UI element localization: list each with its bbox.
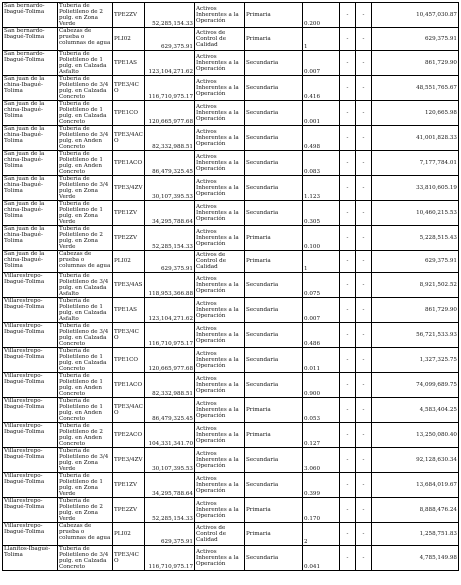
code-cell: TPE3/4ZV bbox=[113, 175, 145, 200]
location-cell: San juan de la china-Ibagué-Tolima bbox=[3, 250, 58, 273]
dash-cell: - bbox=[356, 200, 372, 225]
dash-cell: - bbox=[340, 323, 356, 348]
location-cell: Villarestrepo-Ibagué-Tolima bbox=[3, 498, 58, 523]
description-cell: Tubería de Polietileno de 3/4 pulg. en Calzada Concreto bbox=[58, 545, 113, 570]
activity-cell: Activos Inherentes a la Operación bbox=[195, 200, 245, 225]
document-page bbox=[2, 2, 458, 571]
table-row bbox=[3, 100, 459, 125]
table-row bbox=[3, 373, 459, 398]
quantity-cell: 0.170 bbox=[303, 498, 340, 523]
type-cell: Secundaria bbox=[245, 273, 303, 298]
total-cell: 4,785,149.98 bbox=[372, 545, 459, 570]
unit-price-cell: 118,953,366.88 bbox=[145, 273, 195, 298]
total-cell: 7,177,784.01 bbox=[372, 150, 459, 175]
type-cell: Secundaria bbox=[245, 373, 303, 398]
code-cell: TPE3/4CO bbox=[113, 323, 145, 348]
total-cell: 92,128,630.34 bbox=[372, 448, 459, 473]
dash-cell: - bbox=[356, 125, 372, 150]
total-cell: 13,684,019.67 bbox=[372, 473, 459, 498]
quantity-cell: 0.041 bbox=[303, 545, 340, 570]
table-row bbox=[3, 473, 459, 498]
table-row bbox=[3, 298, 459, 323]
dash-cell: - bbox=[356, 348, 372, 373]
dash-cell: - bbox=[340, 125, 356, 150]
location-cell: Villarestrepo-Ibagué-Tolima bbox=[3, 273, 58, 298]
code-cell: TPE1ACO bbox=[113, 373, 145, 398]
dash-cell: - bbox=[340, 398, 356, 423]
dash-cell: - bbox=[340, 50, 356, 75]
unit-price-cell: 86,479,325.45 bbox=[145, 398, 195, 423]
quantity-cell: 1 bbox=[303, 250, 340, 273]
type-cell: Secundaria bbox=[245, 348, 303, 373]
dash-cell: - bbox=[356, 448, 372, 473]
dash-cell: - bbox=[356, 323, 372, 348]
activity-cell: Activos Inherentes a la Operación bbox=[195, 298, 245, 323]
total-cell: 8,888,476.24 bbox=[372, 498, 459, 523]
quantity-cell: 3.060 bbox=[303, 448, 340, 473]
activity-cell: Activos Inherentes a la Operación bbox=[195, 75, 245, 100]
unit-price-cell: 82,332,988.51 bbox=[145, 373, 195, 398]
activity-cell: Activos Inherentes a la Operación bbox=[195, 423, 245, 448]
quantity-cell: 0.399 bbox=[303, 473, 340, 498]
code-cell: TPE3/4CO bbox=[113, 545, 145, 570]
activity-cell: Activos Inherentes a la Operación bbox=[195, 125, 245, 150]
table-row bbox=[3, 423, 459, 448]
type-cell: Primaria bbox=[245, 3, 303, 28]
dash-cell: - bbox=[356, 28, 372, 51]
code-cell: TPE1AS bbox=[113, 50, 145, 75]
dash-cell: - bbox=[340, 373, 356, 398]
description-cell: Tubería de Polietileno de 2 pulg. en Zona Verde bbox=[58, 225, 113, 250]
activity-cell: Activos Inherentes a la Operación bbox=[195, 273, 245, 298]
total-cell: 10,460,215.53 bbox=[372, 200, 459, 225]
code-cell: TPE2ZV bbox=[113, 3, 145, 28]
type-cell: Secundaria bbox=[245, 545, 303, 570]
description-cell: Tubería de Polietileno de 3/4 pulg. en Calzada Concreto bbox=[58, 323, 113, 348]
code-cell: TPE3/4ACO bbox=[113, 398, 145, 423]
dash-cell: - bbox=[356, 150, 372, 175]
unit-price-cell: 116,710,975.17 bbox=[145, 545, 195, 570]
unit-price-cell: 116,710,975.17 bbox=[145, 75, 195, 100]
unit-price-cell: 120,665,977.68 bbox=[145, 100, 195, 125]
activity-cell: Activos Inherentes a la Operación bbox=[195, 3, 245, 28]
quantity-cell: 1.123 bbox=[303, 175, 340, 200]
description-cell: Tubería de Polietileno de 2 pulg. en Anden Concreto bbox=[58, 423, 113, 448]
unit-price-cell: 629,375.91 bbox=[145, 28, 195, 51]
dash-cell: - bbox=[340, 250, 356, 273]
description-cell: Tubería de Polietileno de 3/4 pulg. en Zona Verde bbox=[58, 175, 113, 200]
code-cell: TPE1CO bbox=[113, 100, 145, 125]
code-cell: TPE3/4ACO bbox=[113, 125, 145, 150]
unit-price-cell: 629,375.91 bbox=[145, 523, 195, 546]
description-cell: Tubería de Polietileno de 1 pulg. en Calzada Concreto bbox=[58, 100, 113, 125]
dash-cell: - bbox=[340, 28, 356, 51]
type-cell: Secundaria bbox=[245, 75, 303, 100]
quantity-cell: 0.007 bbox=[303, 50, 340, 75]
table-row bbox=[3, 75, 459, 100]
total-cell: 629,375.91 bbox=[372, 28, 459, 51]
activity-cell: Activos Inherentes a la Operación bbox=[195, 225, 245, 250]
total-cell: 4,583,404.25 bbox=[372, 398, 459, 423]
total-cell: 13,250,080.40 bbox=[372, 423, 459, 448]
unit-price-cell: 52,285,154.33 bbox=[145, 498, 195, 523]
unit-price-cell: 52,285,154.33 bbox=[145, 3, 195, 28]
description-cell: Tubería de Polietileno de 2 pulg. en Zona Verde bbox=[58, 498, 113, 523]
description-cell: Tubería de Polietileno de 1 pulg. en Calzada Concreto bbox=[58, 348, 113, 373]
total-cell: 861,729.90 bbox=[372, 50, 459, 75]
unit-price-cell: 52,285,154.33 bbox=[145, 225, 195, 250]
type-cell: Secundaria bbox=[245, 448, 303, 473]
description-cell: Tubería de Polietileno de 1 pulg. en Anden Concreto bbox=[58, 398, 113, 423]
description-cell: Tubería de Polietileno de 3/4 pulg. en Calzada Concreto bbox=[58, 75, 113, 100]
table-row bbox=[3, 225, 459, 250]
total-cell: 5,228,515.43 bbox=[372, 225, 459, 250]
type-cell: Secundaria bbox=[245, 100, 303, 125]
dash-cell: - bbox=[356, 175, 372, 200]
table-row bbox=[3, 125, 459, 150]
dash-cell: - bbox=[340, 523, 356, 546]
location-cell: San juan de la china-Ibagué-Tolima bbox=[3, 125, 58, 150]
description-cell: Tubería de Polietileno de 3/4 pulg. en Calzada Asfalto bbox=[58, 273, 113, 298]
location-cell: Villarestrepo-Ibagué-Tolima bbox=[3, 323, 58, 348]
dash-cell: - bbox=[356, 75, 372, 100]
description-cell: Tubería de Polietileno de 1 pulg. en Calzada Asfalto bbox=[58, 50, 113, 75]
table-row bbox=[3, 3, 459, 28]
dash-cell: - bbox=[356, 423, 372, 448]
location-cell: Villarestrepo-Ibagué-Tolima bbox=[3, 373, 58, 398]
total-cell: 10,457,030.87 bbox=[372, 3, 459, 28]
dash-cell: - bbox=[356, 225, 372, 250]
table-row bbox=[3, 28, 459, 51]
type-cell: Primaria bbox=[245, 250, 303, 273]
quantity-cell: 0.007 bbox=[303, 298, 340, 323]
activity-cell: Activos Inherentes a la Operación bbox=[195, 323, 245, 348]
location-cell: Villarestrepo-Ibagué-Tolima bbox=[3, 348, 58, 373]
total-cell: 629,375.91 bbox=[372, 250, 459, 273]
quantity-cell: 0.305 bbox=[303, 200, 340, 225]
dash-cell: - bbox=[340, 75, 356, 100]
description-cell: Tubería de Polietileno de 3/4 pulg. en Anden Concreto bbox=[58, 125, 113, 150]
table-row bbox=[3, 150, 459, 175]
quantity-cell: 0.900 bbox=[303, 373, 340, 398]
location-cell: Llanitos-Ibagué-Tolima bbox=[3, 545, 58, 570]
dash-cell: - bbox=[340, 423, 356, 448]
location-cell: Villarestrepo-Ibagué-Tolima bbox=[3, 523, 58, 546]
dash-cell: - bbox=[340, 150, 356, 175]
table-row bbox=[3, 523, 459, 546]
activity-cell: Activos de Control de Calidad bbox=[195, 523, 245, 546]
asset-table-body bbox=[3, 3, 459, 571]
quantity-cell: 0.200 bbox=[303, 3, 340, 28]
dash-cell: - bbox=[356, 373, 372, 398]
dash-cell: - bbox=[340, 473, 356, 498]
unit-price-cell: 123,104,271.62 bbox=[145, 50, 195, 75]
code-cell: TPE1ZV bbox=[113, 473, 145, 498]
dash-cell: - bbox=[340, 545, 356, 570]
activity-cell: Activos Inherentes a la Operación bbox=[195, 175, 245, 200]
dash-cell: - bbox=[340, 100, 356, 125]
dash-cell: - bbox=[356, 298, 372, 323]
location-cell: Villarestrepo-Ibagué-Tolima bbox=[3, 448, 58, 473]
description-cell: Tubería de Polietileno de 3/4 pulg. en Zona Verde bbox=[58, 448, 113, 473]
code-cell: TPE1ACO bbox=[113, 150, 145, 175]
unit-price-cell: 120,665,977.68 bbox=[145, 348, 195, 373]
activity-cell: Activos Inherentes a la Operación bbox=[195, 100, 245, 125]
activity-cell: Activos Inherentes a la Operación bbox=[195, 348, 245, 373]
quantity-cell: 0.001 bbox=[303, 100, 340, 125]
activity-cell: Activos de Control de Calidad bbox=[195, 250, 245, 273]
description-cell: Cabezas de prueba o columnas de agua bbox=[58, 523, 113, 546]
quantity-cell: 0.416 bbox=[303, 75, 340, 100]
type-cell: Secundaria bbox=[245, 175, 303, 200]
dash-cell: - bbox=[340, 175, 356, 200]
dash-cell: - bbox=[340, 225, 356, 250]
dash-cell: - bbox=[356, 545, 372, 570]
type-cell: Secundaria bbox=[245, 323, 303, 348]
location-cell: San bernardo-Ibagué-Tolima bbox=[3, 3, 58, 28]
activity-cell: Activos Inherentes a la Operación bbox=[195, 398, 245, 423]
code-cell: TPE1AS bbox=[113, 298, 145, 323]
code-cell: TPE3/4AS bbox=[113, 273, 145, 298]
table-row bbox=[3, 50, 459, 75]
quantity-cell: 0.075 bbox=[303, 273, 340, 298]
total-cell: 56,721,533.93 bbox=[372, 323, 459, 348]
quantity-cell: 0.083 bbox=[303, 150, 340, 175]
unit-price-cell: 34,295,788.64 bbox=[145, 473, 195, 498]
activity-cell: Activos Inherentes a la Operación bbox=[195, 498, 245, 523]
location-cell: San juan de la china-Ibagué-Tolima bbox=[3, 200, 58, 225]
total-cell: 33,810,605.19 bbox=[372, 175, 459, 200]
total-cell: 8,921,502.52 bbox=[372, 273, 459, 298]
dash-cell: - bbox=[340, 448, 356, 473]
table-row bbox=[3, 545, 459, 570]
quantity-cell: 2 bbox=[303, 523, 340, 546]
location-cell: San bernardo-Ibagué-Tolima bbox=[3, 28, 58, 51]
code-cell: PLI02 bbox=[113, 250, 145, 273]
unit-price-cell: 123,104,271.62 bbox=[145, 298, 195, 323]
total-cell: 120,665.98 bbox=[372, 100, 459, 125]
type-cell: Primaria bbox=[245, 498, 303, 523]
unit-price-cell: 86,479,325.45 bbox=[145, 150, 195, 175]
location-cell: San bernardo-Ibagué-Tolima bbox=[3, 50, 58, 75]
dash-cell: - bbox=[356, 50, 372, 75]
total-cell: 861,729.90 bbox=[372, 298, 459, 323]
type-cell: Primaria bbox=[245, 423, 303, 448]
type-cell: Secundaria bbox=[245, 200, 303, 225]
unit-price-cell: 82,332,988.51 bbox=[145, 125, 195, 150]
dash-cell: - bbox=[356, 250, 372, 273]
quantity-cell: 0.498 bbox=[303, 125, 340, 150]
quantity-cell: 1 bbox=[303, 28, 340, 51]
description-cell: Tubería de Polietileno de 1 pulg. en Anden Concreto bbox=[58, 150, 113, 175]
dash-cell: - bbox=[356, 498, 372, 523]
activity-cell: Activos Inherentes a la Operación bbox=[195, 473, 245, 498]
table-row bbox=[3, 250, 459, 273]
table-row bbox=[3, 448, 459, 473]
activity-cell: Activos Inherentes a la Operación bbox=[195, 150, 245, 175]
table-row bbox=[3, 175, 459, 200]
total-cell: 1,327,325.75 bbox=[372, 348, 459, 373]
description-cell: Tubería de Polietileno de 1 pulg. en Zona Verde bbox=[58, 200, 113, 225]
unit-price-cell: 629,375.91 bbox=[145, 250, 195, 273]
activity-cell: Activos de Control de Calidad bbox=[195, 28, 245, 51]
dash-cell: - bbox=[356, 523, 372, 546]
description-cell: Cabezas de prueba o columnas de agua bbox=[58, 28, 113, 51]
unit-price-cell: 116,710,975.17 bbox=[145, 323, 195, 348]
code-cell: TPE2ACO bbox=[113, 423, 145, 448]
dash-cell: - bbox=[356, 100, 372, 125]
code-cell: TPE3/4CO bbox=[113, 75, 145, 100]
dash-cell: - bbox=[340, 200, 356, 225]
description-cell: Tubería de Polietileno de 1 pulg. en Calzada Asfalto bbox=[58, 298, 113, 323]
location-cell: San juan de la china-Ibagué-Tolima bbox=[3, 225, 58, 250]
code-cell: TPE1CO bbox=[113, 348, 145, 373]
description-cell: Cabezas de prueba o columnas de agua bbox=[58, 250, 113, 273]
table-row bbox=[3, 498, 459, 523]
dash-cell: - bbox=[356, 473, 372, 498]
total-cell: 74,099,689.75 bbox=[372, 373, 459, 398]
type-cell: Secundaria bbox=[245, 50, 303, 75]
dash-cell: - bbox=[340, 298, 356, 323]
activity-cell: Activos Inherentes a la Operación bbox=[195, 545, 245, 570]
type-cell: Secundaria bbox=[245, 150, 303, 175]
code-cell: TPE1ZV bbox=[113, 200, 145, 225]
code-cell: PLI02 bbox=[113, 28, 145, 51]
code-cell: TPE3/4ZV bbox=[113, 448, 145, 473]
type-cell: Secundaria bbox=[245, 473, 303, 498]
quantity-cell: 0.011 bbox=[303, 348, 340, 373]
location-cell: San juan de la china-Ibagué-Tolima bbox=[3, 150, 58, 175]
code-cell: TPE2ZV bbox=[113, 225, 145, 250]
code-cell: TPE2ZV bbox=[113, 498, 145, 523]
quantity-cell: 0.127 bbox=[303, 423, 340, 448]
unit-price-cell: 104,331,341.70 bbox=[145, 423, 195, 448]
activity-cell: Activos Inherentes a la Operación bbox=[195, 373, 245, 398]
type-cell: Secundaria bbox=[245, 298, 303, 323]
location-cell: San juan de la china-Ibagué-Tolima bbox=[3, 75, 58, 100]
table-row bbox=[3, 200, 459, 225]
description-cell: Tubería de Polietileno de 2 pulg. en Zona Verde bbox=[58, 3, 113, 28]
location-cell: Villarestrepo-Ibagué-Tolima bbox=[3, 298, 58, 323]
type-cell: Primaria bbox=[245, 225, 303, 250]
total-cell: 1,258,751.83 bbox=[372, 523, 459, 546]
quantity-cell: 0.053 bbox=[303, 398, 340, 423]
code-cell: PLI02 bbox=[113, 523, 145, 546]
activity-cell: Activos Inherentes a la Operación bbox=[195, 50, 245, 75]
unit-price-cell: 34,295,788.64 bbox=[145, 200, 195, 225]
type-cell: Secundaria bbox=[245, 125, 303, 150]
type-cell: Primaria bbox=[245, 523, 303, 546]
dash-cell: - bbox=[356, 273, 372, 298]
location-cell: San juan de la china-Ibagué-Tolima bbox=[3, 175, 58, 200]
location-cell: Villarestrepo-Ibagué-Tolima bbox=[3, 423, 58, 448]
table-row bbox=[3, 273, 459, 298]
table-row bbox=[3, 348, 459, 373]
activity-cell: Activos Inherentes a la Operación bbox=[195, 448, 245, 473]
dash-cell: - bbox=[340, 3, 356, 28]
table-row bbox=[3, 398, 459, 423]
dash-cell: - bbox=[356, 398, 372, 423]
location-cell: San juan de la china-Ibagué-Tolima bbox=[3, 100, 58, 125]
description-cell: Tubería de Polietileno de 1 pulg. en Zona Verde bbox=[58, 473, 113, 498]
total-cell: 41,001,828.33 bbox=[372, 125, 459, 150]
table-row bbox=[3, 323, 459, 348]
location-cell: Villarestrepo-Ibagué-Tolima bbox=[3, 398, 58, 423]
dash-cell: - bbox=[340, 348, 356, 373]
dash-cell: - bbox=[340, 498, 356, 523]
asset-table bbox=[2, 2, 459, 571]
unit-price-cell: 30,107,395.53 bbox=[145, 448, 195, 473]
description-cell: Tubería de Polietileno de 1 pulg. en Anden Concreto bbox=[58, 373, 113, 398]
dash-cell: - bbox=[356, 3, 372, 28]
type-cell: Primaria bbox=[245, 398, 303, 423]
dash-cell: - bbox=[340, 273, 356, 298]
total-cell: 48,551,765.67 bbox=[372, 75, 459, 100]
location-cell: Villarestrepo-Ibagué-Tolima bbox=[3, 473, 58, 498]
quantity-cell: 0.100 bbox=[303, 225, 340, 250]
quantity-cell: 0.486 bbox=[303, 323, 340, 348]
unit-price-cell: 30,107,395.53 bbox=[145, 175, 195, 200]
type-cell: Primaria bbox=[245, 28, 303, 51]
